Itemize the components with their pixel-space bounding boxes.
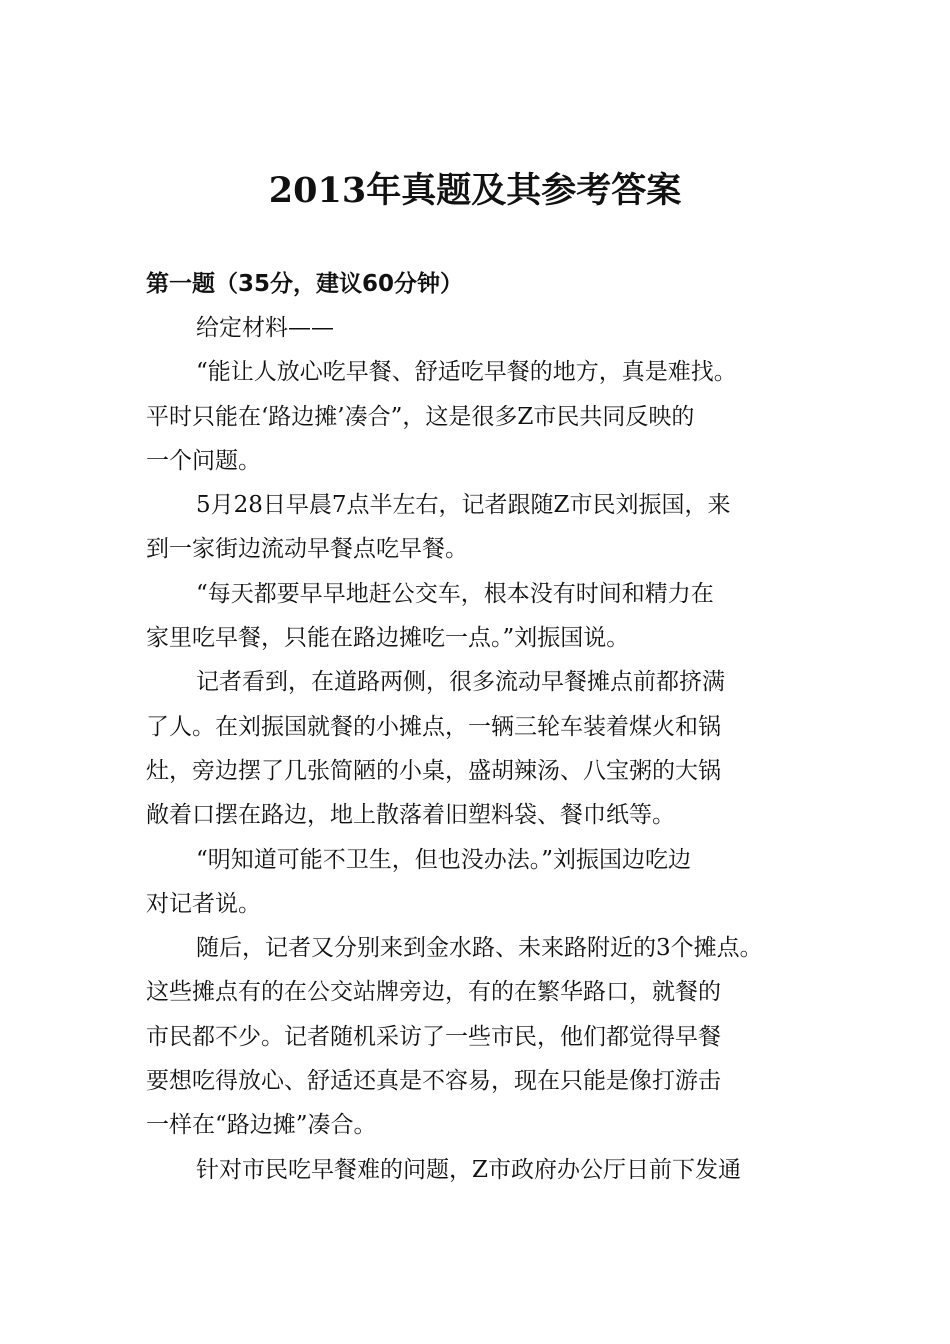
material-body (146, 306, 810, 1192)
text-line: 记者看到，在道路两侧，很多流动早餐摊点前都挤满 (196, 669, 725, 696)
text-line: 敞着口摆在路边，地上散落着旧塑料袋、餐巾纸等。 (146, 802, 675, 829)
text-line: 灶，旁边摆了几张简陋的小桌，盛胡辣汤、八宝粥的大锅 (146, 757, 721, 784)
text-line: 针对市民吃早餐难的问题，Z市政府办公厅日前下发通 (196, 1156, 741, 1183)
text-line: 要想吃得放心、舒适还真是不容易，现在只能是像打游击 (146, 1068, 721, 1095)
page-title: 2013年真题及其参考答案 (268, 170, 682, 211)
text-line: 给定材料—— (196, 315, 334, 341)
paragraph (146, 1148, 810, 1192)
text-line: 一个问题。 (146, 447, 261, 474)
text-line: 一样在“路边摊”凑合。 (146, 1112, 377, 1139)
section-heading: 第一题（35分，建议60分钟） (146, 271, 464, 297)
text-line: 这些摊点有的在公交站牌旁边，有的在繁华路口，就餐的 (146, 979, 721, 1006)
text-line: 到一家街边流动早餐点吃早餐。 (146, 536, 468, 563)
text-line: 平时只能在‘路边摊’凑合”，这是很多Z市民共同反映的 (146, 403, 695, 430)
paragraph (146, 926, 810, 1147)
text-line: 5月28日早晨7点半左右，记者跟随Z市民刘振国，来 (196, 492, 731, 519)
paragraph (146, 350, 810, 483)
text-line: 市民都不少。记者随机采访了一些市民，他们都觉得早餐 (146, 1023, 721, 1050)
text-line: 了人。在刘振国就餐的小摊点，一辆三轮车装着煤火和锅 (146, 713, 721, 740)
text-line: “能让人放心吃早餐、舒适吃早餐的地方，真是难找。 (196, 359, 737, 386)
text-line: 家里吃早餐，只能在路边摊吃一点。”刘振国说。 (146, 625, 630, 652)
text-line: 随后，记者又分别来到金水路、未来路附近的3个摊点。 (196, 935, 763, 962)
paragraph (146, 838, 810, 927)
text-line: 对记者说。 (146, 890, 261, 917)
paragraph (146, 572, 810, 661)
text-line: “明知道可能不卫生，但也没办法。”刘振国边吃边 (196, 846, 692, 873)
text-line: “每天都要早早地赶公交车，根本没有时间和精力在 (196, 580, 714, 607)
paragraph (146, 660, 810, 837)
paragraph (146, 306, 810, 350)
paragraph (146, 483, 810, 572)
